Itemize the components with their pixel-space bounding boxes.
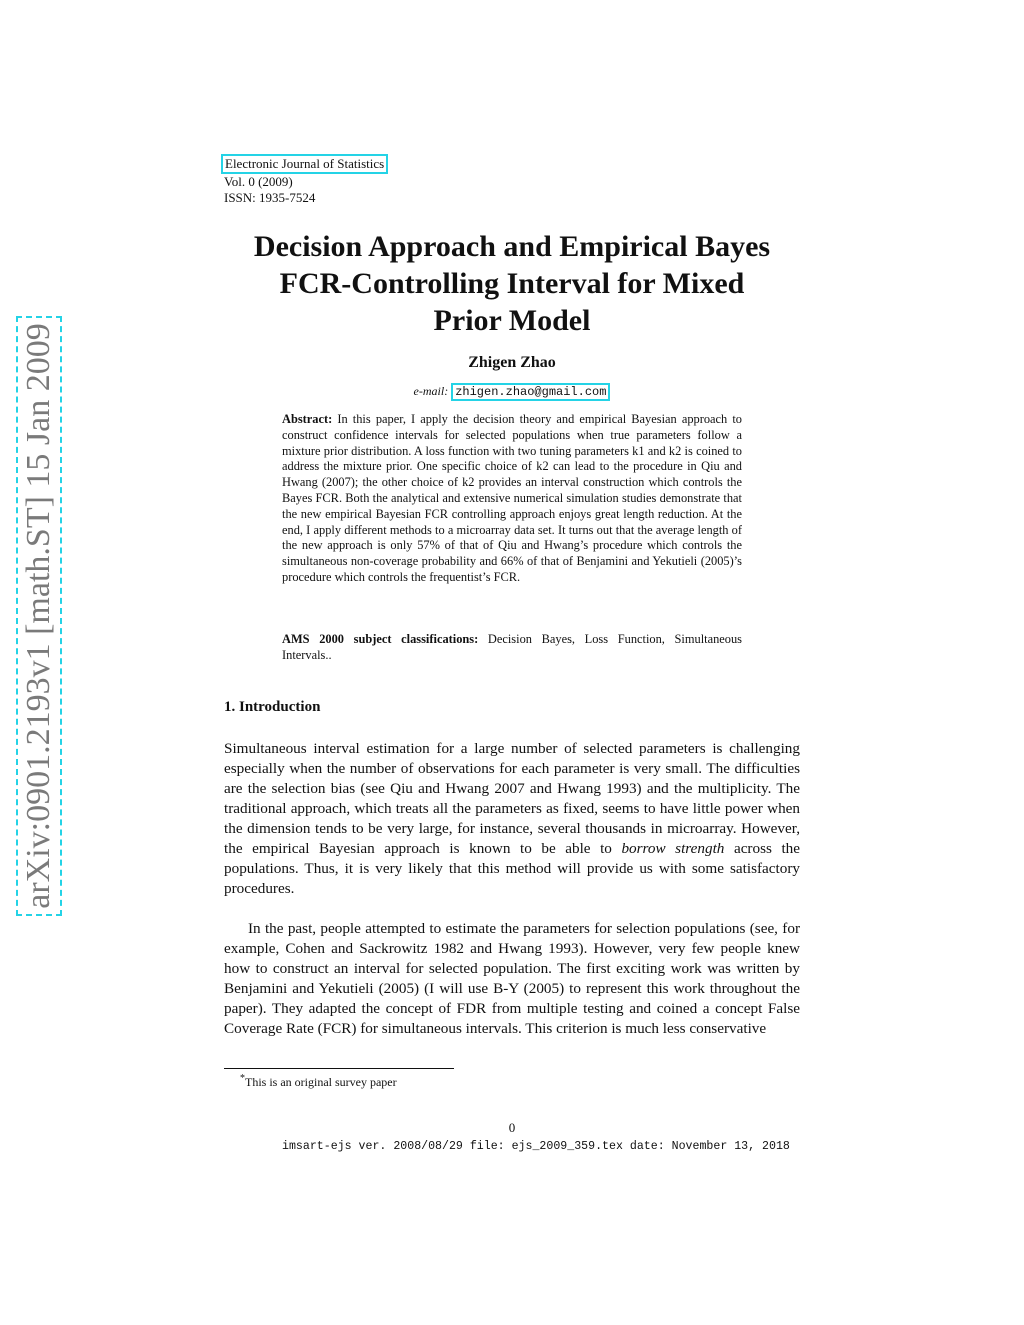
paper-title [212, 228, 812, 339]
title-line-1: Decision Approach and Empirical Bayes [253, 230, 771, 263]
footnote [240, 1073, 397, 1090]
footnote-rule [224, 1068, 454, 1069]
author-email-line [0, 384, 1024, 399]
journal-issn: ISSN: 1935-7524 [224, 190, 316, 205]
p1-text-a: Simultaneous interval estimation for a large number of selected parameters is challenging especially when the number of observations for each parameter is very small. The difficulties are the selection bias (see Qiu and Hwang 2007 and Hwang 1993) and the multiplicity. The traditional approach, which treats all the parameters as fixed, seems to have little power when the dimension tends to be very large, for instance, several thousands in microarray. However, the empirical Bayesian approach is known to be able to [224, 740, 800, 857]
arxiv-stamp-text[interactable]: arXiv:0901.2193v1 [math.ST] 15 Jan 2009 [20, 323, 57, 909]
author-name: Zhigen Zhao [468, 354, 556, 371]
journal-link[interactable]: Electronic Journal of Statistics [221, 154, 388, 174]
ams-label: AMS 2000 subject classifications: [282, 632, 479, 646]
ams-classifications [282, 632, 742, 664]
abstract [282, 412, 742, 586]
ams-text: Decision Bayes, Loss Function, Simultaneous Intervals.. [282, 632, 742, 662]
title-line-2: FCR-Controlling Interval for Mixed [279, 267, 745, 300]
p1-text-b: across the populations. Thus, it is very likely that this method will provide us with some satisfactory procedures. [224, 840, 801, 897]
page-number: 0 [508, 1120, 516, 1135]
abstract-label: Abstract: [282, 412, 333, 426]
footer-metadata: imsart-ejs ver. 2008/08/29 file: ejs_2009_359.tex date: November 13, 2018 [282, 1140, 790, 1153]
footnote-mark: * [240, 1073, 245, 1084]
footnote-text: This is an original survey paper [245, 1075, 397, 1089]
journal-header [224, 154, 388, 206]
journal-volume: Vol. 0 (2009) [224, 174, 293, 189]
email-label: e-mail: [413, 384, 449, 398]
section-heading-introduction: 1. Introduction [224, 699, 321, 715]
p1-emphasis: borrow strength [621, 840, 725, 857]
title-line-3: Prior Model [433, 304, 591, 337]
intro-paragraph-1 [224, 739, 800, 899]
intro-paragraph-2: In the past, people attempted to estimate the parameters for selection populations (see, for example, Cohen and Sackrowitz 1982 and Hwang 1993). However, very few people knew how to construct an interval for selected population. The first exciting work was written by Benjamini and Yekutieli (2005) (I will use B-Y (2005) to represent this work throughout the paper). They adapted the concept of FDR from multiple testing and coined a concept False Coverage Rate (FCR) for simultaneous intervals. This criterion is much less conservative [224, 920, 800, 1037]
abstract-text: In this paper, I apply the decision theory and empirical Bayesian approach to construct confidence intervals for selected populations when true parameters follow a mixture prior distribution. A loss function with two tuning parameters k1 and k2 is coined to address the mixture prior. One specific choice of k2 can lead to the procedure in Qiu and Hwang (2007); the other choice of k2 provides an interval construction which controls the Bayes FCR. Both the analytical and extensive numerical simulation studies demonstrate that the new empirical Bayesian FCR controlling approach enjoys great length reduction. At the end, I apply different methods to a microarray data set. It turns out that the average length of the new approach is only 57% of that of Qiu and Hwang’s procedure which controls the simultaneous non-coverage probability and 66% of that of Benjamini and Yekutieli (2005)’s procedure which controls the frequentist’s FCR. [282, 412, 742, 584]
email-link[interactable]: zhigen.zhao@gmail.com [451, 383, 610, 401]
